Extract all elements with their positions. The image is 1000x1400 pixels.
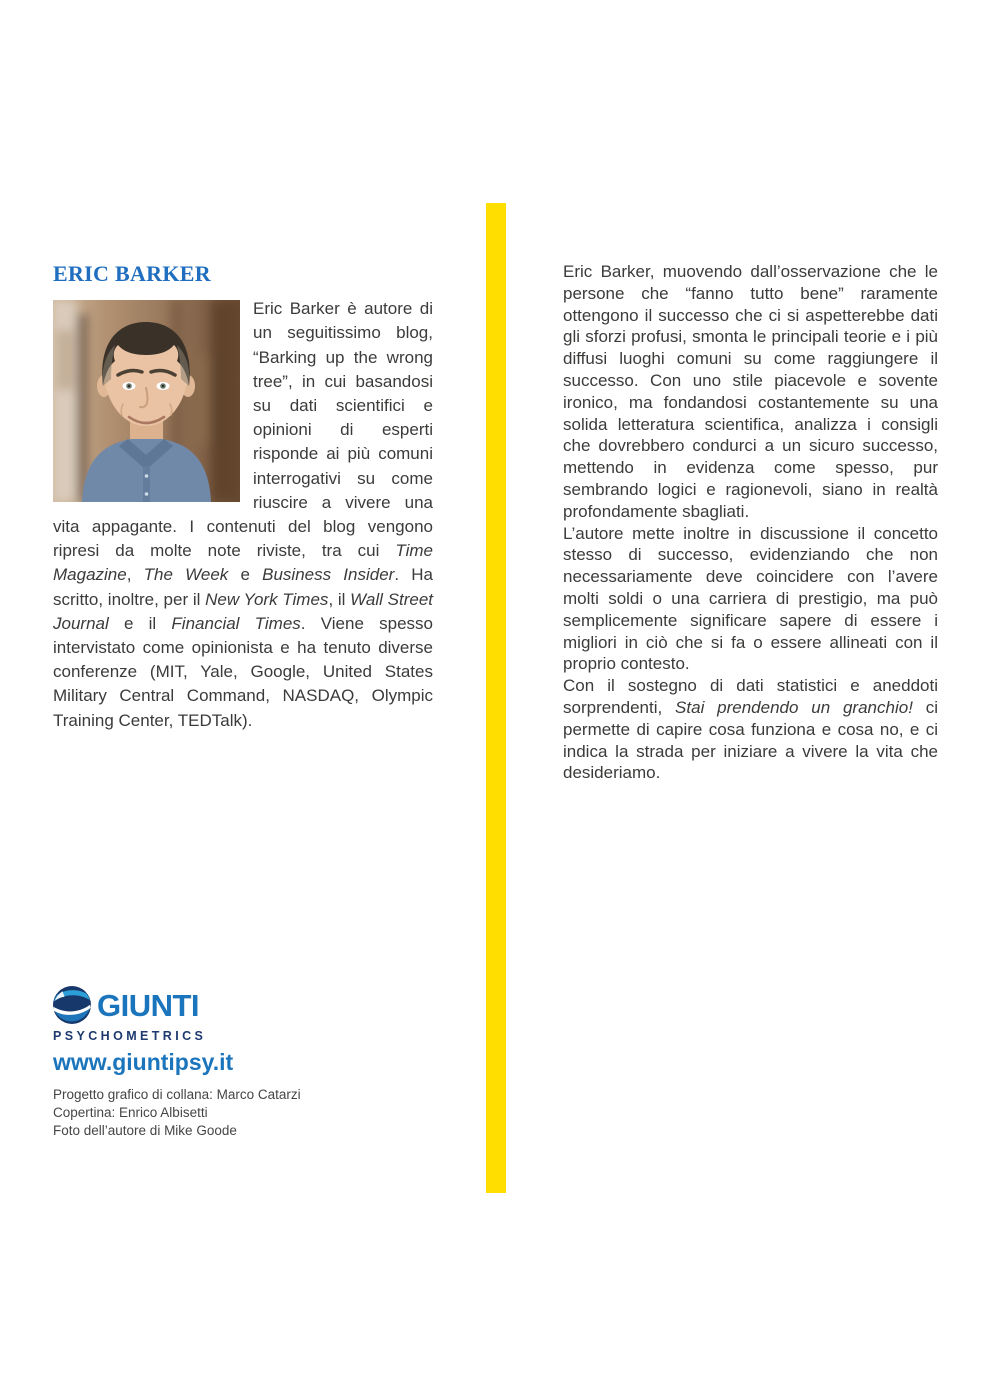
description-paragraph-2: L’autore mette inoltre in discussione il concetto stesso di successo, evidenziando che non necessariamente deve coincidere con l’avere molti soldi o una carriera di prestigio, ma può semplicemente significare sapere di essere i migliori in ciò che si fa o essere allineati con il proprio contesto. — [563, 523, 938, 674]
giunti-psychometrics-logo — [53, 986, 206, 1043]
credit-line-design: Progetto grafico di collana: Marco Catarzi — [53, 1087, 301, 1102]
giunti-logo-wordmark: GIUNTI — [97, 987, 200, 1023]
credit-line-cover: Copertina: Enrico Albisetti — [53, 1105, 208, 1120]
author-section — [53, 262, 433, 733]
description-paragraph-3: Con il sostegno di dati statistici e aneddoti sorprendenti, Stai prendendo un granchio! ci permette di capire cosa funziona e cosa no, e ci indica la strada per iniziare a vivere la vita che desideriamo. — [563, 676, 939, 783]
psychometrics-logo-subtext: PSYCHOMETRICS — [53, 1029, 207, 1043]
credits-block — [53, 1086, 301, 1140]
credit-line-photo: Foto dell’autore di Mike Goode — [53, 1123, 237, 1138]
giunti-globe-icon — [53, 986, 91, 1024]
author-portrait-photo — [53, 300, 240, 502]
author-bio-text: Eric Barker è autore di un seguitissimo blog, “Barking up the wrong tree”, in cui basandosi su dati scientifici e opinioni di esperti risponde ai più comuni interrogativi su come riuscire a vivere una vita appagante. I contenuti del blog vengono ripresi da molte note riviste, tra cui Time Magazine, The Week e Business Insider. Ha scritto, inoltre, per il New York Times, il Wall Street Journal e il Financial Times. Viene spesso intervistato come opinionista e ha tenuto diverse conferenze (MIT, Yale, Google, United States Military Central Command, NASDAQ, Olympic Training Center, TEDTalk). — [53, 299, 434, 730]
book-description — [563, 261, 938, 784]
author-name-heading: ERIC BARKER — [53, 261, 211, 286]
yellow-divider-stripe — [486, 203, 506, 1193]
website-link[interactable]: www.giuntipsy.it — [53, 1049, 234, 1075]
author-bio — [53, 297, 433, 733]
description-paragraph-1: Eric Barker, muovendo dall’osservazione che le persone che “fanno tutto bene” raramente ottengono il successo che ci si aspetterebbe dati gli sforzi profusi, smonta le principali teorie e i più diffusi luoghi comuni su come raggiungere il successo. Con uno stile piacevole e sovente ironico, ma fondandosi costantemente su una solida letteratura scientifica, analizza i consigli che dovrebbero condurci a un sicuro successo, mettendo in evidenza come spesso, pur sembrando logici e ragionevoli, siano in realtà profondamente sbagliati. — [563, 262, 938, 521]
